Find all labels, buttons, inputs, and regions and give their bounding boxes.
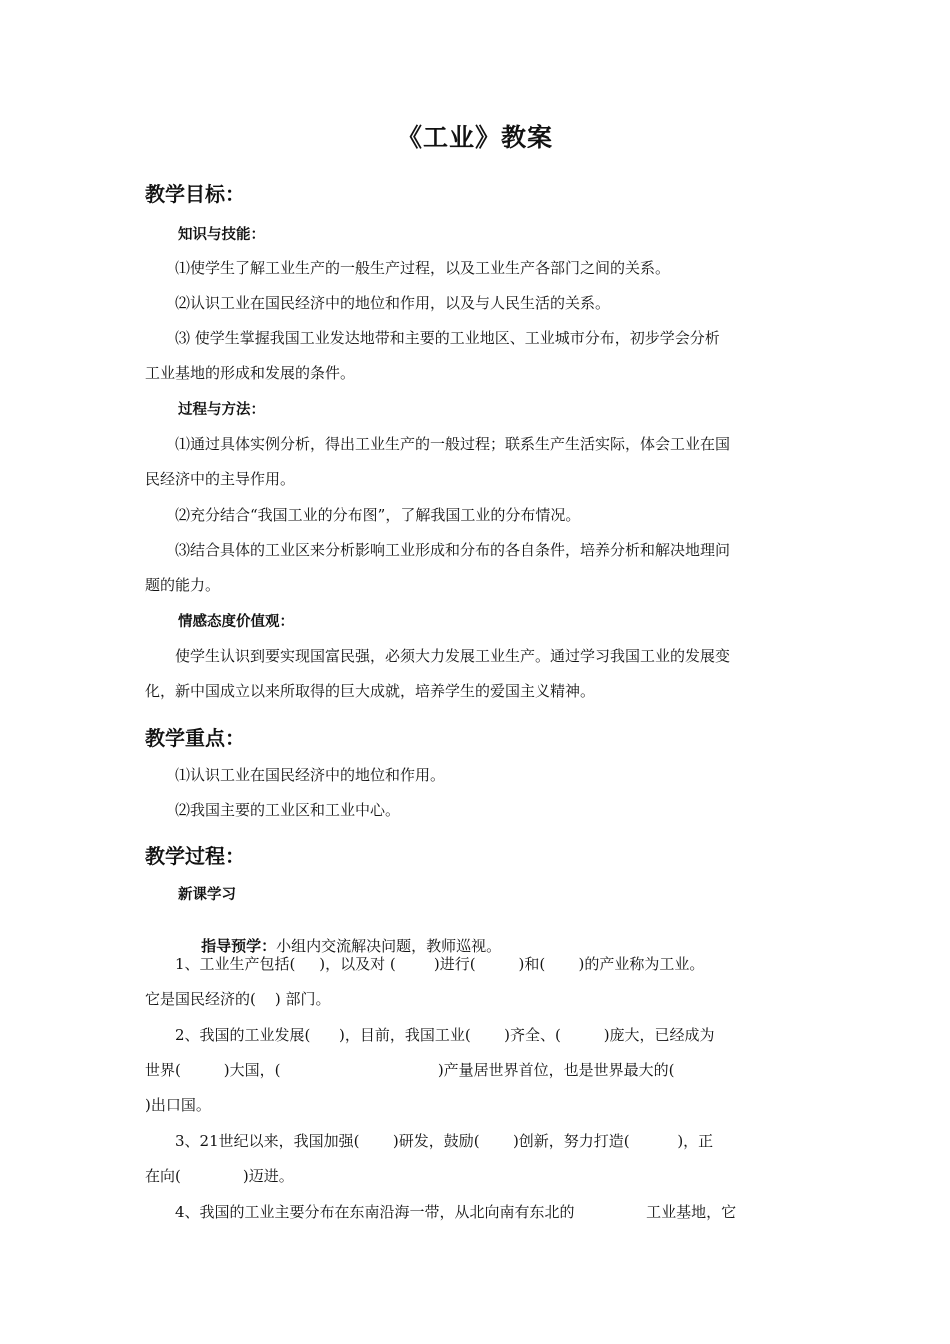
question-2-cont2: )出口国。 bbox=[145, 1096, 211, 1114]
heading-objectives: 教学目标： bbox=[145, 182, 245, 206]
paragraph-k2: ⑵认识工业在国民经济中的地位和作用，以及与人民生活的关系。 bbox=[175, 294, 611, 312]
guide-label: 指导预学： bbox=[201, 937, 277, 955]
paragraph-key2: ⑵我国主要的工业区和工业中心。 bbox=[175, 801, 401, 819]
paragraph-e1-cont: 化，新中国成立以来所取得的巨大成就，培养学生的爱国主义精神。 bbox=[145, 682, 596, 700]
paragraph-k3: ⑶ 使学生掌握我国工业发达地带和主要的工业地区、工业城市分布，初步学会分析 bbox=[175, 329, 720, 347]
subheading-emotion: 情感态度价值观： bbox=[178, 614, 294, 630]
paragraph-m1: ⑴通过具体实例分析，得出工业生产的一般过程；联系生产生活实际，体会工业在国 bbox=[175, 435, 731, 453]
question-2-cont: 世界( )大国，( )产量居世界首位，也是世界最大的( bbox=[145, 1061, 675, 1079]
paragraph-m3-cont: 题的能力。 bbox=[145, 576, 221, 594]
question-4: 4、我国的工业主要分布在东南沿海一带，从北向南有东北的 工业基地，它 bbox=[175, 1203, 737, 1221]
question-1: 1、工业生产包括( )，以及对 ( )进行( )和( )的产业称为工业。 bbox=[175, 955, 705, 973]
subheading-new-lesson: 新课学习 bbox=[178, 887, 236, 903]
page-title: 《工业》教案 bbox=[396, 123, 553, 152]
paragraph-k3-cont: 工业基地的形成和发展的条件。 bbox=[145, 364, 356, 382]
subheading-knowledge: 知识与技能： bbox=[178, 227, 265, 243]
paragraph-e1: 使学生认识到要实现国富民强，必须大力发展工业生产。通过学习我国工业的发展变 bbox=[175, 647, 731, 665]
heading-teaching-process: 教学过程： bbox=[145, 844, 245, 868]
guide-text: 小组内交流解决问题，教师巡视。 bbox=[276, 937, 502, 955]
question-1-cont: 它是国民经济的( ) 部门。 bbox=[145, 990, 331, 1008]
heading-key-points: 教学重点： bbox=[145, 726, 245, 750]
question-3: 3、21世纪以来，我国加强( )研发，鼓励( )创新，努力打造( )，正 bbox=[175, 1132, 714, 1150]
subheading-process-method: 过程与方法： bbox=[178, 402, 265, 418]
paragraph-key1: ⑴认识工业在国民经济中的地位和作用。 bbox=[175, 766, 446, 784]
paragraph-k1: ⑴使学生了解工业生产的一般生产过程，以及工业生产各部门之间的关系。 bbox=[175, 259, 671, 277]
question-3-cont: 在向( )迈进。 bbox=[145, 1167, 294, 1185]
question-2: 2、我国的工业发展( )，目前，我国工业( )齐全、( )庞大，已经成为 bbox=[175, 1026, 715, 1044]
paragraph-m1-cont: 民经济中的主导作用。 bbox=[145, 470, 296, 488]
paragraph-m2: ⑵充分结合“我国工业的分布图”，了解我国工业的分布情况。 bbox=[175, 506, 581, 524]
paragraph-m3: ⑶结合具体的工业区来分析影响工业形成和分布的各自条件，培养分析和解决地理问 bbox=[175, 541, 731, 559]
